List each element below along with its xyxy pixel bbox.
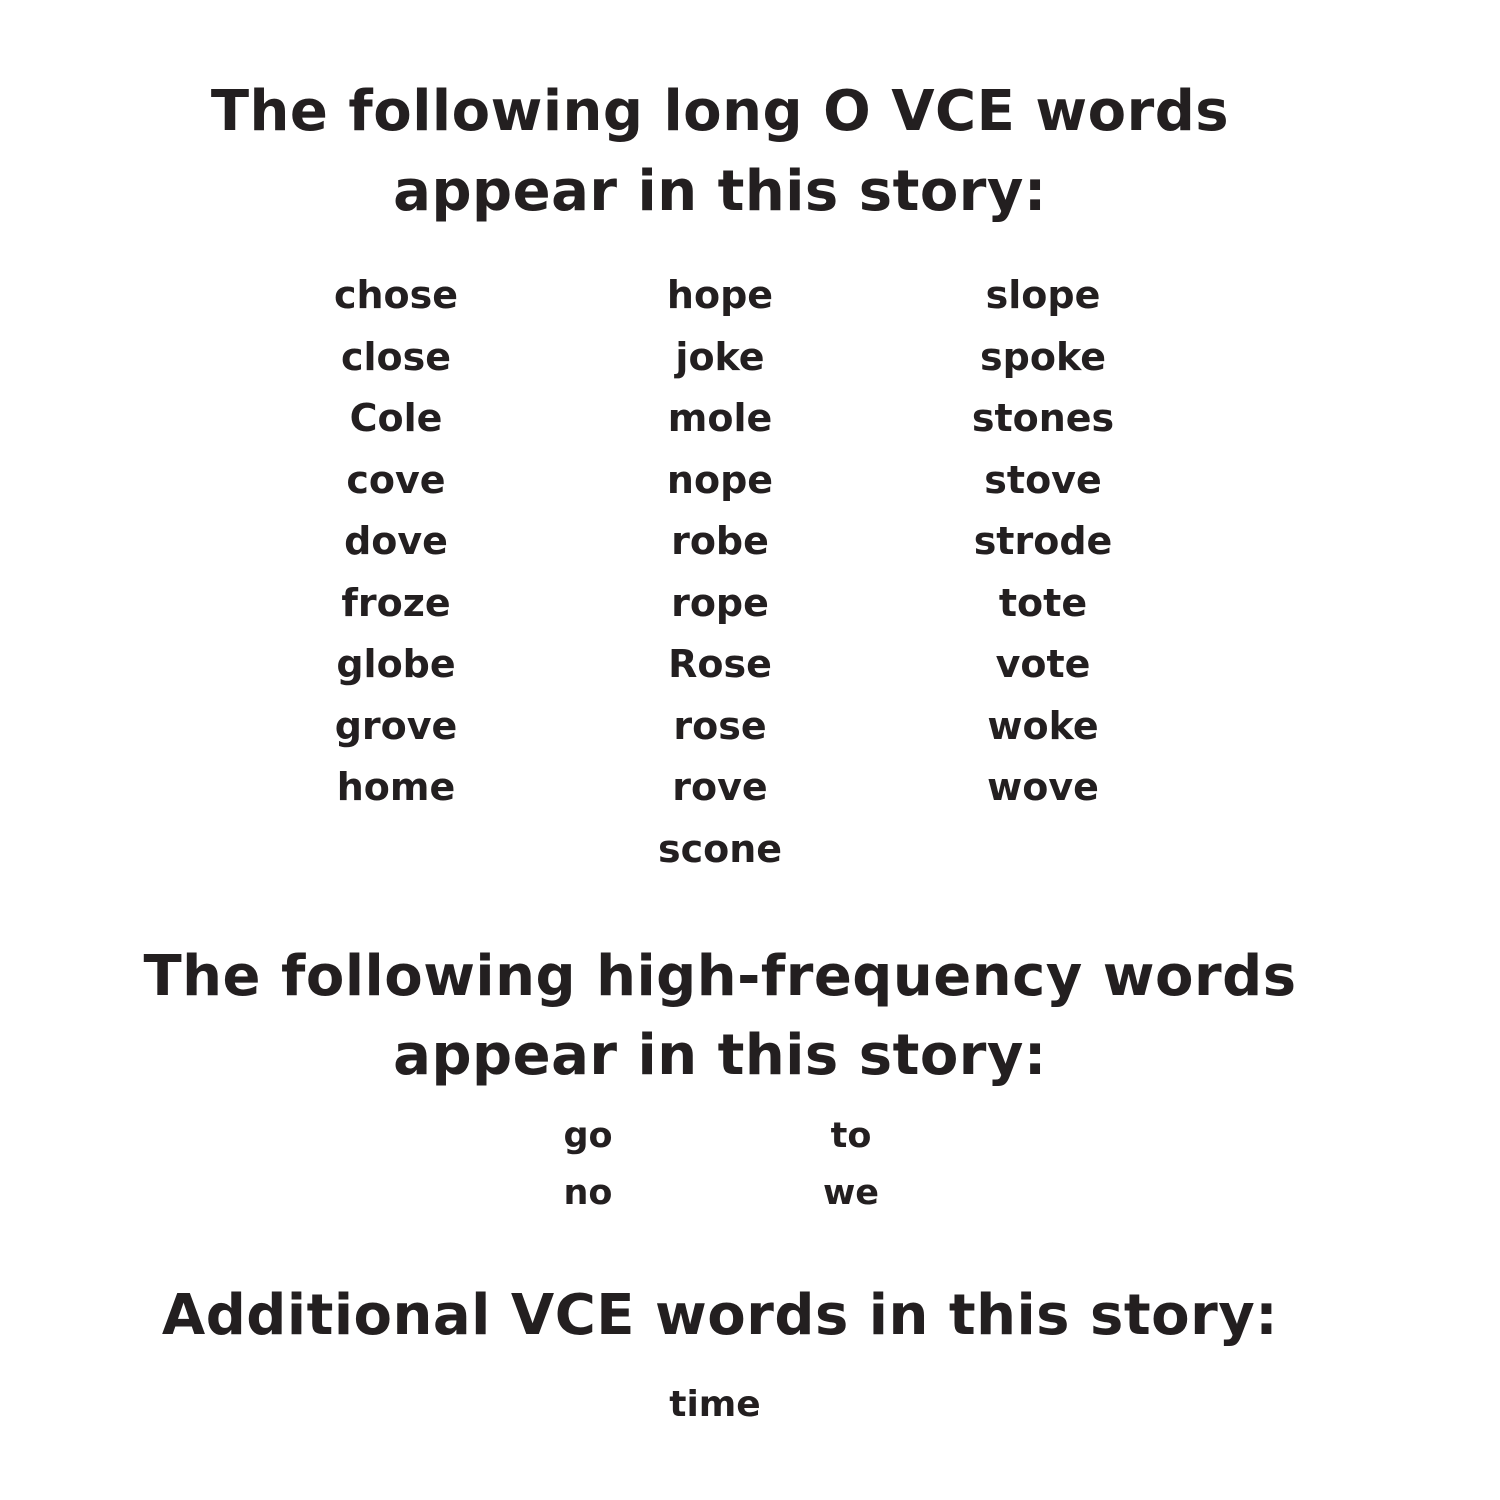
vce-word-column-1 — [246, 265, 546, 819]
word-list-item: globe — [336, 642, 456, 686]
word-list-item: slope — [985, 273, 1101, 317]
word-list-item: joke — [675, 334, 765, 379]
vce-word-column-3 — [893, 265, 1193, 819]
word-list-item: cove — [346, 457, 446, 502]
hf-word-column-2 — [751, 1108, 951, 1222]
word-list-item: hope — [666, 273, 774, 317]
word-list-item: no — [563, 1173, 613, 1213]
word-list-item: tote — [998, 580, 1088, 625]
word-list-item: grove — [334, 703, 458, 748]
word-list-item: scone — [657, 826, 783, 871]
word-list-item: dove — [344, 519, 448, 563]
word-list-item: froze — [341, 580, 451, 625]
word-list-item: we — [822, 1173, 880, 1213]
word-list-item: vote — [995, 642, 1091, 686]
vce-heading-line1: The following long O VCE words — [210, 79, 1230, 144]
word-list-item: mole — [667, 396, 773, 440]
word-list-item: wove — [987, 765, 1099, 809]
word-list-item: to — [830, 1116, 872, 1156]
word-list-item: Rose — [668, 642, 772, 686]
word-list-item: robe — [671, 519, 769, 563]
word-list-item: rose — [673, 703, 767, 748]
word-list-item: Cole — [349, 396, 443, 440]
word-list-item: stove — [984, 457, 1102, 502]
word-list-item: woke — [987, 703, 1099, 748]
word-list-item: nope — [666, 457, 774, 502]
hf-heading-line2: appear in this story: — [393, 1023, 1047, 1088]
word-list-item: stones — [971, 396, 1115, 440]
word-list-item: rove — [672, 765, 768, 809]
word-list-item: spoke — [980, 334, 1106, 379]
hf-heading-line1: The following high-frequency words — [143, 944, 1297, 1009]
word-list-item: rope — [671, 580, 769, 625]
word-list-item: home — [336, 765, 456, 809]
hf-word-column-1 — [488, 1108, 688, 1222]
word-list-item: time — [669, 1384, 761, 1425]
vce-heading-line2: appear in this story: — [393, 159, 1047, 224]
word-list-item: chose — [333, 273, 459, 317]
word-list-item: close — [340, 334, 452, 379]
additional-heading: Additional VCE words in this story: — [161, 1283, 1279, 1348]
word-list-item: strode — [973, 519, 1113, 563]
vce-word-column-2 — [570, 265, 870, 880]
word-list-item: go — [563, 1116, 613, 1156]
